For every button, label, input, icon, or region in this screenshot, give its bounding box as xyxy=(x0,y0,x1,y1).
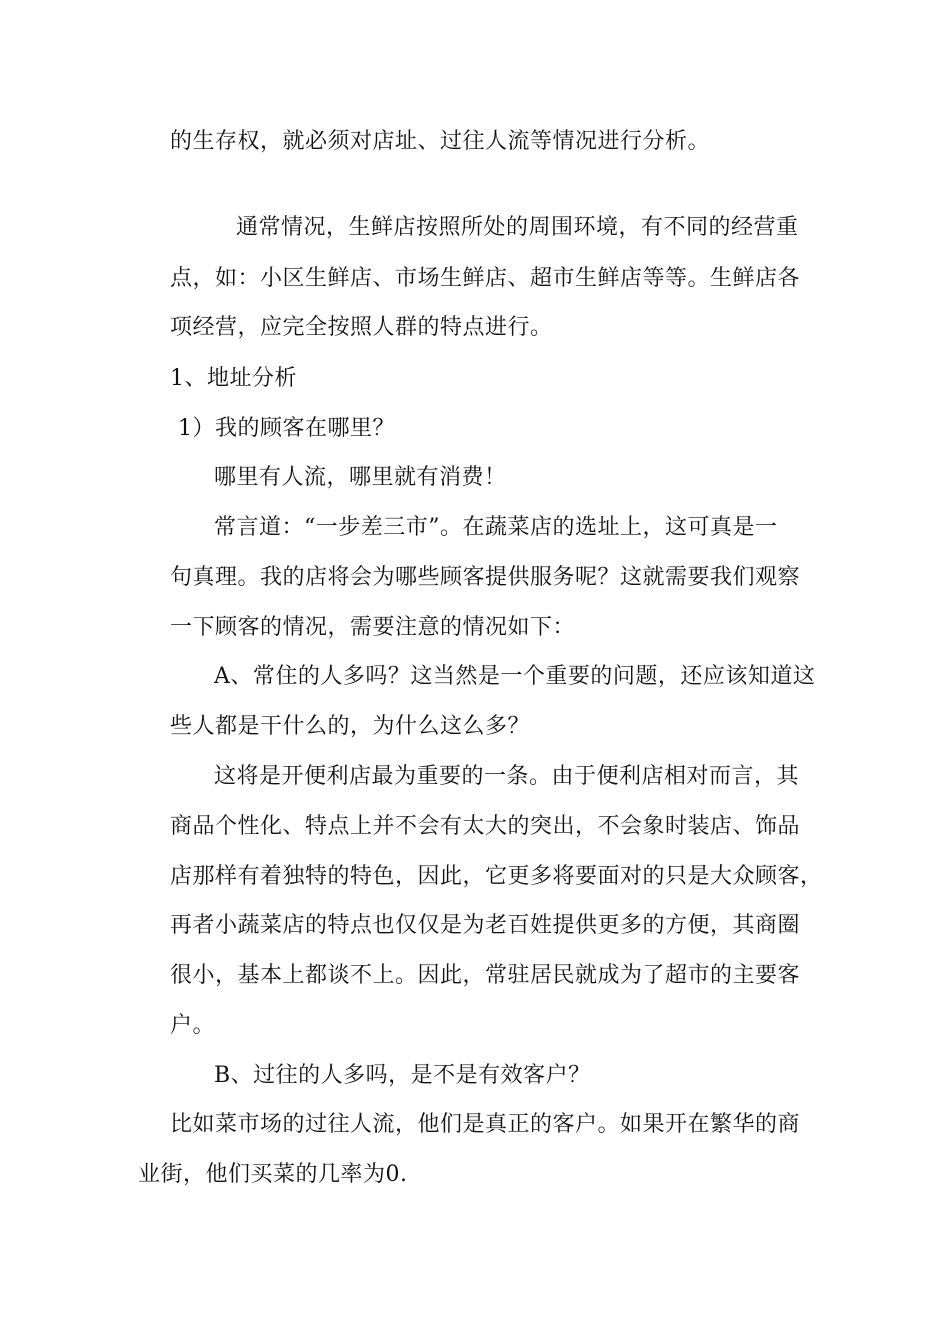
text-line-12: 些人都是干什么的，为什么这么多？ xyxy=(170,714,531,739)
text-line-3: 点，如：小区生鲜店、市场生鲜店、超市生鲜店等等。生鲜店各 xyxy=(170,266,801,291)
text-line-17: 很小，基本上都谈不上。因此，常驻居民就成为了超市的主要客 xyxy=(170,963,801,988)
text-line-4: 项经营，应完全按照人群的特点进行。 xyxy=(170,315,553,340)
section-heading-address-analysis: 1、地址分析 xyxy=(170,366,297,391)
text-line-7: 哪里有人流，哪里就有消费！ xyxy=(214,465,507,490)
text-line-19: B、过往的人多吗，是不是有效客户？ xyxy=(214,1063,591,1088)
text-line-11: A、常住的人多吗？这当然是一个重要的问题，还应该知道这 xyxy=(214,664,816,689)
text-line-21: 业街，他们买菜的几率为0. xyxy=(138,1162,408,1187)
text-line-2: 通常情况，生鲜店按照所处的周围环境，有不同的经营重 xyxy=(236,215,799,240)
text-line-20: 比如菜市场的过往人流，他们是真正的客户。如果开在繁华的商 xyxy=(170,1112,801,1137)
subheading-where-are-customers: 1）我的顾客在哪里？ xyxy=(178,416,395,441)
text-line-1: 的生存权，就必须对店址、过往人流等情况进行分析。 xyxy=(170,129,711,154)
text-line-9: 句真理。我的店将会为哪些顾客提供服务呢？这就需要我们观察 xyxy=(170,565,801,590)
text-line-8: 常言道：“一步差三市”。在蔬菜店的选址上，这可真是一 xyxy=(214,515,778,540)
text-line-10: 一下顾客的情况，需要注意的情况如下： xyxy=(170,615,576,640)
text-line-16: 再者小蔬菜店的特点也仅仅是为老百姓提供更多的方便，其商圈 xyxy=(170,913,801,938)
text-line-14: 商品个性化、特点上并不会有太大的突出，不会象时装店、饰品 xyxy=(170,814,801,839)
text-line-13: 这将是开便利店最为重要的一条。由于便利店相对而言，其 xyxy=(214,764,800,789)
text-line-18: 户。 xyxy=(170,1013,216,1038)
text-line-15: 店那样有着独特的特色，因此，它更多将要面对的只是大众顾客， xyxy=(170,864,823,889)
